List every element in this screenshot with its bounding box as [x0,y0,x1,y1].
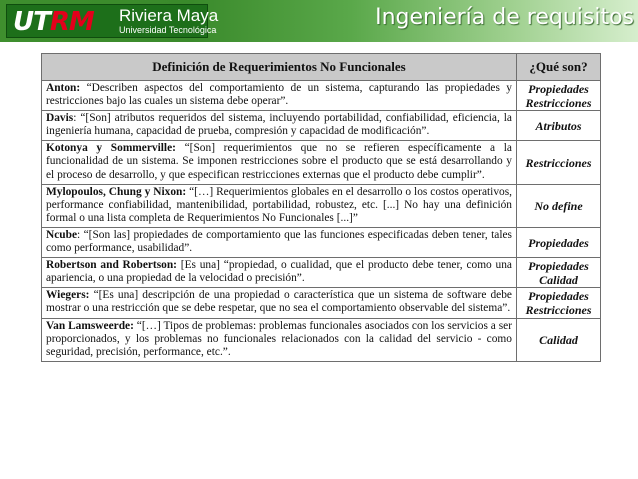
table-row [42,141,601,184]
requirements-table [41,53,601,362]
slide-title: Ingeniería de requisitos [375,5,634,30]
definition-cell [42,111,517,141]
definition-text: : “[Son] atributos requeridos del sistema, incluyendo portabilidad, confiabilidad, eficiencia, la ingeniería humana, capacidad de prueba, compresión y capacidad de modificación”. [46,112,512,138]
definition-cell [42,258,517,288]
what-label: No define [534,198,583,213]
logo-mark-rm: RM [49,7,94,37]
definition-text: “[…] Requerimientos globales en el desarrollo o los costos operativos, performance confiabilidad, mantenibilidad, portabilidad, robustez, etc. [...] No hay una definición formal o una lista completa de Requerimientos No Funcionales [...]” [46,185,512,224]
what-label: Restricciones [525,302,592,317]
what-label: Restricciones [525,95,592,110]
column-header-what: ¿Qué son? [517,54,601,81]
logo-name: Riviera Maya [119,6,219,25]
table-row [42,184,601,227]
what-cell [517,81,601,111]
definition-text: “Describen aspectos del comportamiento de un sistema, capturando las propiedades y restricciones bajo las cuales un sistema debe operar”. [46,82,512,108]
definition-cell [42,141,517,184]
table-row [42,318,601,361]
definition-cell [42,184,517,227]
definition-cell [42,81,517,111]
definition-text: : “[Son las] propiedades de comportamiento que las funciones especificadas deben tener, tales como performance, usabilidad”. [46,228,512,255]
what-label: Restricciones [525,155,592,170]
what-label: Calidad [539,332,578,347]
column-header-definition: Definición de Requerimientos No Funcionales [42,54,517,81]
author-name: Ncube [46,228,78,241]
author-name: Robertson and Robertson: [46,259,177,272]
table-row [42,227,601,257]
what-label: Propiedades [528,258,589,273]
author-name: Davis [46,112,74,125]
logo-mark-ut: UT [13,7,50,37]
what-label: Propiedades [528,288,589,303]
what-cell [517,227,601,257]
what-cell [517,184,601,227]
utrm-logo [6,4,219,38]
what-label: Propiedades [528,235,589,250]
what-label: Calidad [539,272,578,287]
author-name: Wiegers: [46,289,90,302]
table-row [42,81,601,111]
definition-text: “[…] Tipos de problemas: problemas funcionales asociados con los servicios a ser proporcionados, y los problemas no funcionales relacionados con la calidad del servicio - como seguridad, precisión, performance, etc.”. [46,319,512,358]
definition-text: “[Son] requerimientos que no se refieren específicamente a la funcionalidad de un sistema. Se imponen restricciones sobre el producto que se está desarrollando y el proceso de desarrollo, y que especifican restricciones externas que el producto debe cumplir”. [46,142,512,181]
what-cell [517,258,601,288]
what-cell [517,111,601,141]
logo-subtitle: Universidad Tecnológica [119,25,217,35]
author-name: Van Lamsweerde: [46,319,134,332]
author-name: Mylopoulos, Chung y Nixon: [46,185,187,198]
author-name: Anton: [46,82,81,94]
table-header-row [42,54,601,81]
logo-mark [13,7,113,37]
table-body [42,81,601,362]
what-cell [517,141,601,184]
what-label: Propiedades [528,81,589,96]
definition-text: [Es una] “propiedad, o cualidad, que el producto debe tener, como una apariencia, o una propiedad de la velocidad o precisión”. [46,259,512,285]
definition-text: “[Es una] descripción de una propiedad o característica que un sistema de software debe mostrar o una restricción que se debe respetar, que no sea el comportamiento observable del sistema”. [46,289,512,315]
what-label: Atributos [535,118,582,133]
definition-cell [42,318,517,361]
definition-cell [42,288,517,318]
table-row [42,258,601,288]
what-cell [517,318,601,361]
author-name: Kotonya y Sommerville: [46,142,176,155]
table-row [42,288,601,318]
table-row [42,111,601,141]
definition-cell [42,227,517,257]
what-cell [517,288,601,318]
slide-header [0,0,638,42]
